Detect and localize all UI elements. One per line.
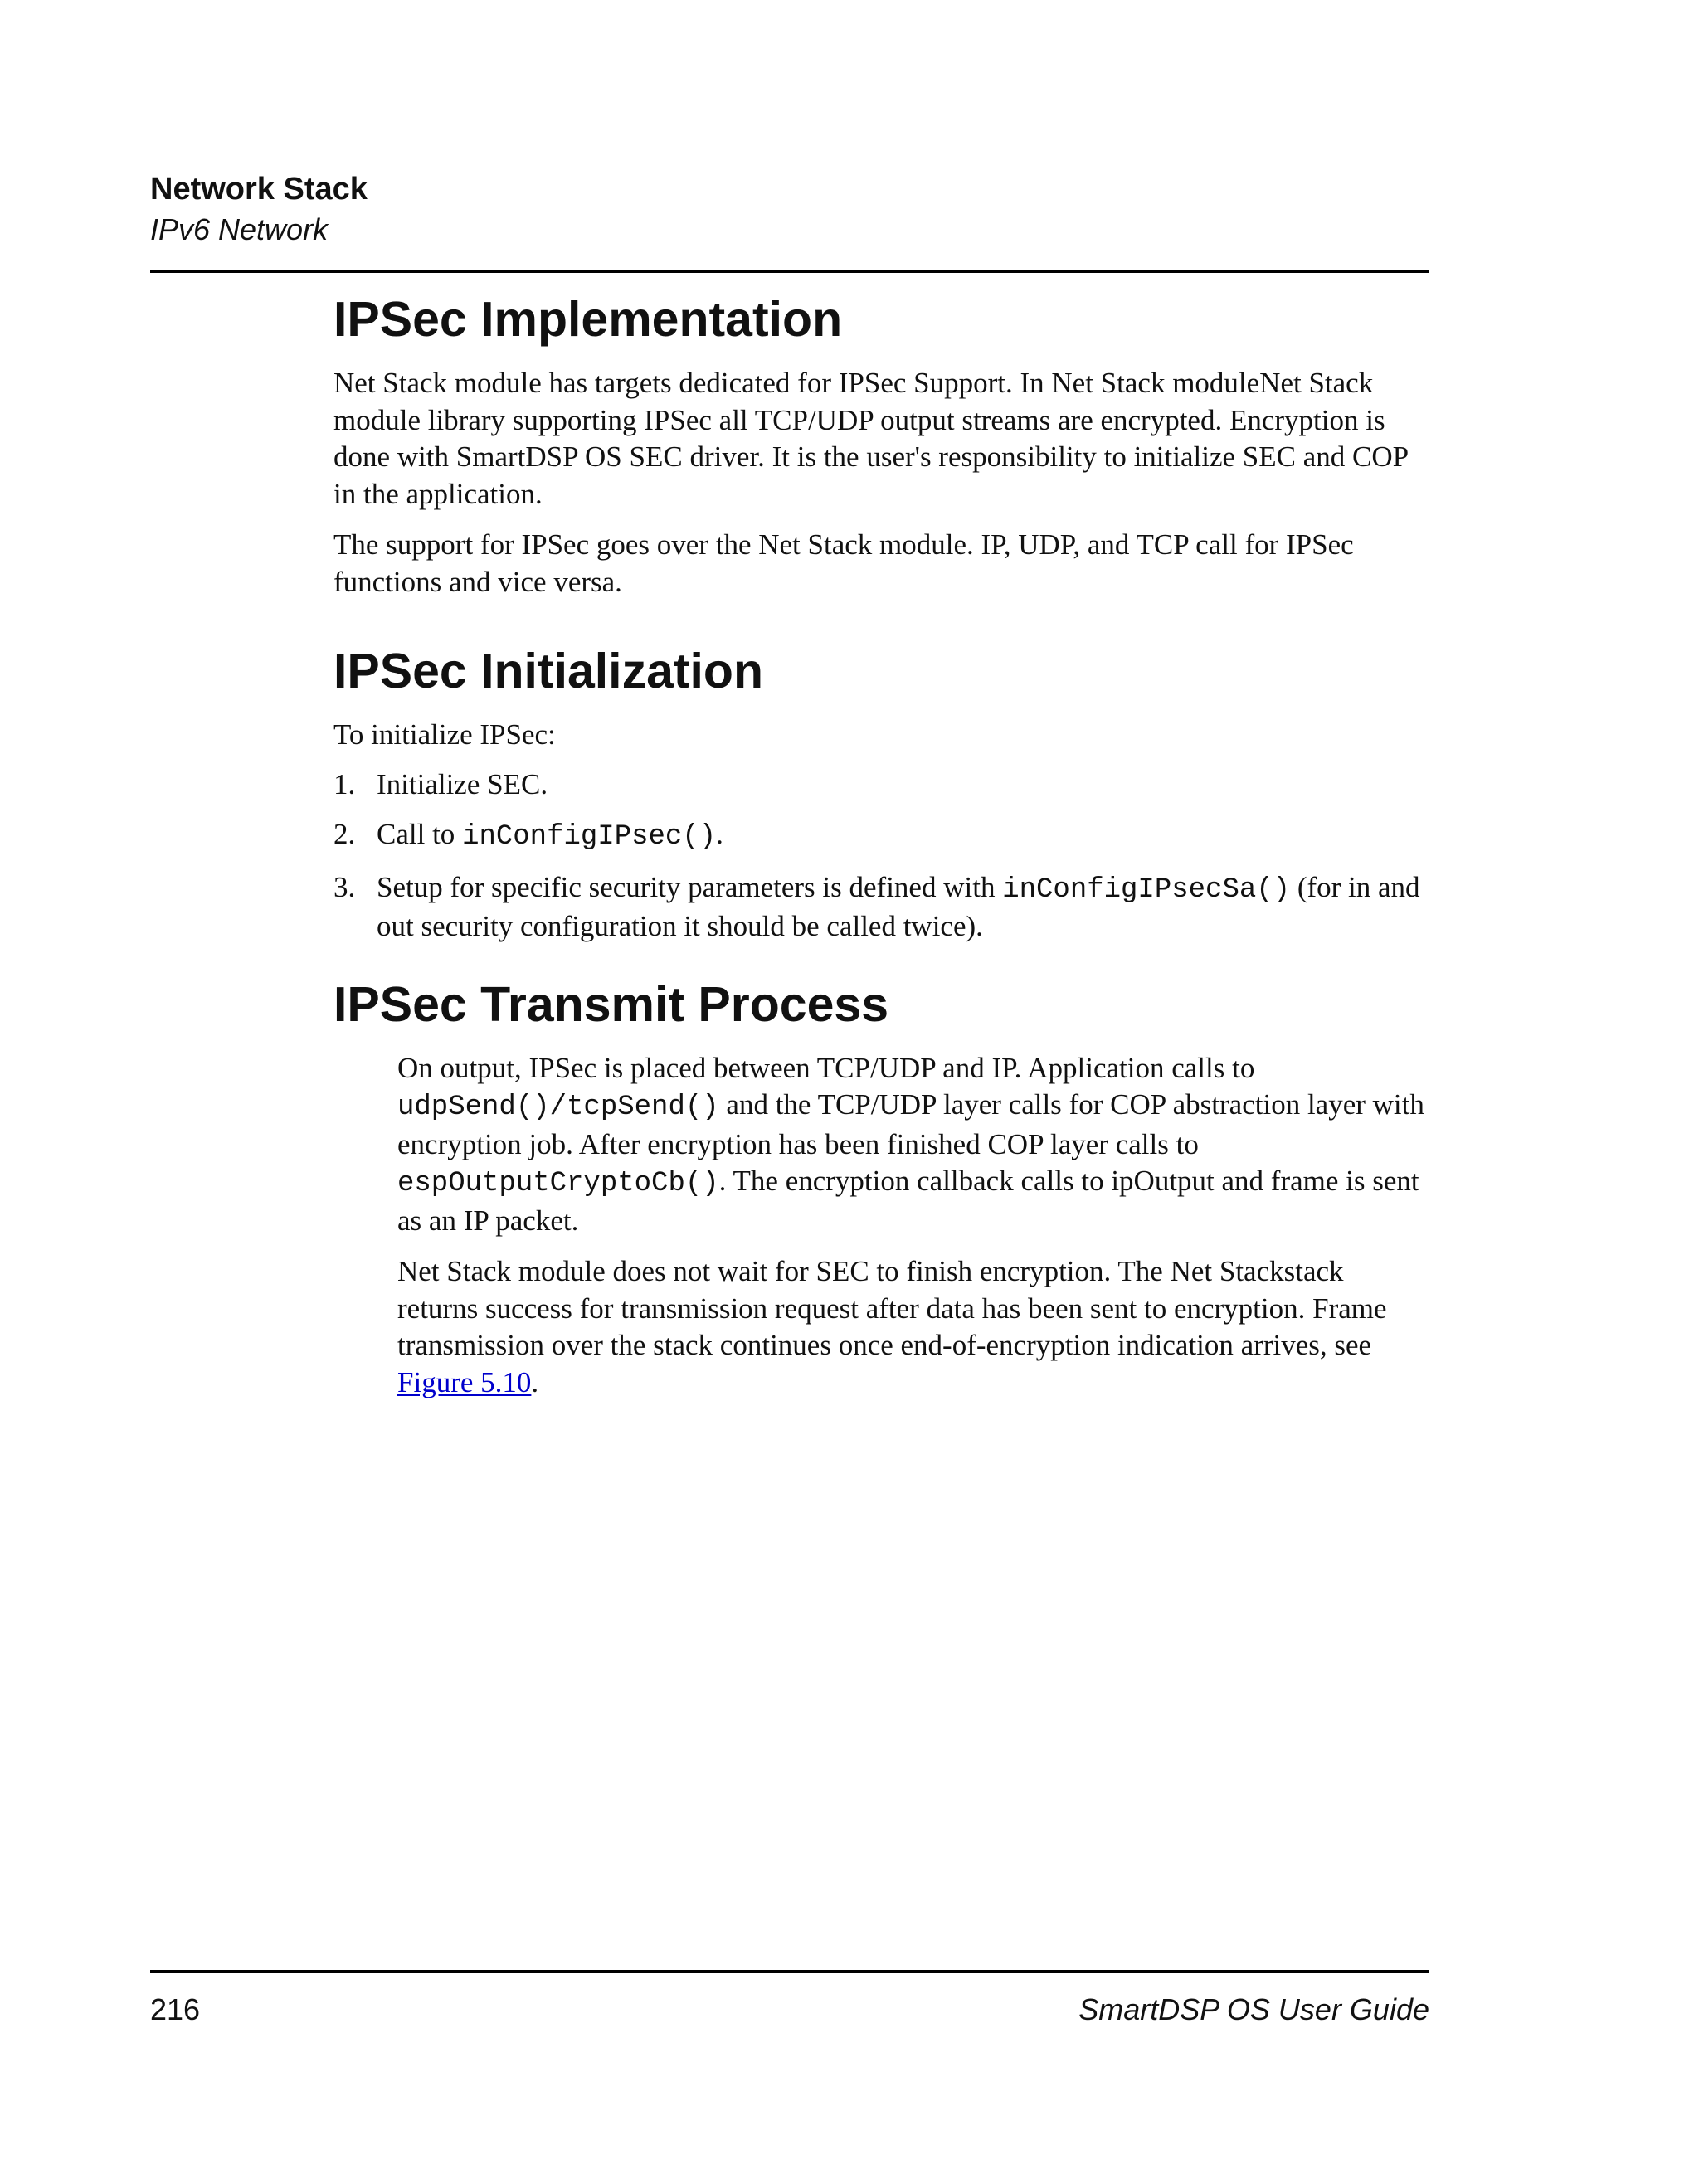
list-item-text: Call to [377,818,463,850]
initialization-steps-list [333,766,1429,946]
paragraph-text: and the TCP/UDP layer calls for COP abstraction layer with encryption job. After encryption has been finished COP layer calls to [397,1088,1424,1160]
paragraph-text: . [531,1365,539,1398]
page-number: 216 [150,1992,201,2026]
list-item-text: Initialize SEC. [377,767,548,800]
list-item-text: (for in and out security configuration it should be called twice). [377,870,1420,942]
paragraph-text: On output, IPSec is placed between TCP/UDP and IP. Application calls to [397,1051,1255,1084]
running-header-subtitle: IPv6 Network [150,212,329,246]
list-item [333,869,1429,946]
section-heading-ipsec-initialization: IPSec Initialization [333,644,764,698]
paragraph-text: Net Stack module does not wait for SEC to finish encryption. The Net Stackstack returns success for transmission request after data has been sent to encryption. Frame transmission over the stack continues once end-of-encryption indication arrives, see [397,1255,1387,1361]
list-item-number: 1. [333,767,356,800]
code-inline: udpSend()/tcpSend() [397,1092,719,1123]
code-inline: inConfigIPsec() [462,821,717,853]
list-item [333,816,1429,856]
body-paragraph: The support for IPSec goes over the Net Stack module. IP, UDP, and TCP call for IPSec functions and vice versa. [333,528,1354,598]
list-item-number: 2. [333,818,356,850]
section-heading-ipsec-transmit-process: IPSec Transmit Process [333,976,889,1032]
header-rule [150,270,1429,273]
body-paragraph [397,1050,1429,1240]
body-paragraph: Net Stack module has targets dedicated for IPSec Support. In Net Stack moduleNet Stack module library supporting IPSec all TCP/UDP output streams are encrypted. Encryption is done with SmartDSP OS SEC driver. It is the user's responsibility to initialize SEC and COP in the application. [333,367,1408,510]
code-inline: espOutputCryptoCb() [397,1168,719,1199]
footer-book-title: SmartDSP OS User Guide [1078,1992,1429,2026]
main-content [333,282,1429,1401]
footer-rule [150,1970,1429,1973]
list-item-number: 3. [333,870,356,903]
list-item-text: Setup for specific security parameters is defined with [377,870,1003,903]
body-paragraph: To initialize IPSec: [333,718,556,751]
section-heading-ipsec-implementation: IPSec Implementation [333,292,843,347]
code-inline: inConfigIPsecSa() [1002,873,1291,906]
figure-reference-link[interactable]: Figure 5.10 [397,1365,532,1398]
body-paragraph [397,1253,1429,1401]
list-item-text: . [716,818,723,850]
list-item [333,766,1429,804]
running-header-title: Network Stack [150,172,368,207]
paragraph-text: . The encryption callback calls to ipOutput and frame is sent as an IP packet. [397,1165,1419,1237]
